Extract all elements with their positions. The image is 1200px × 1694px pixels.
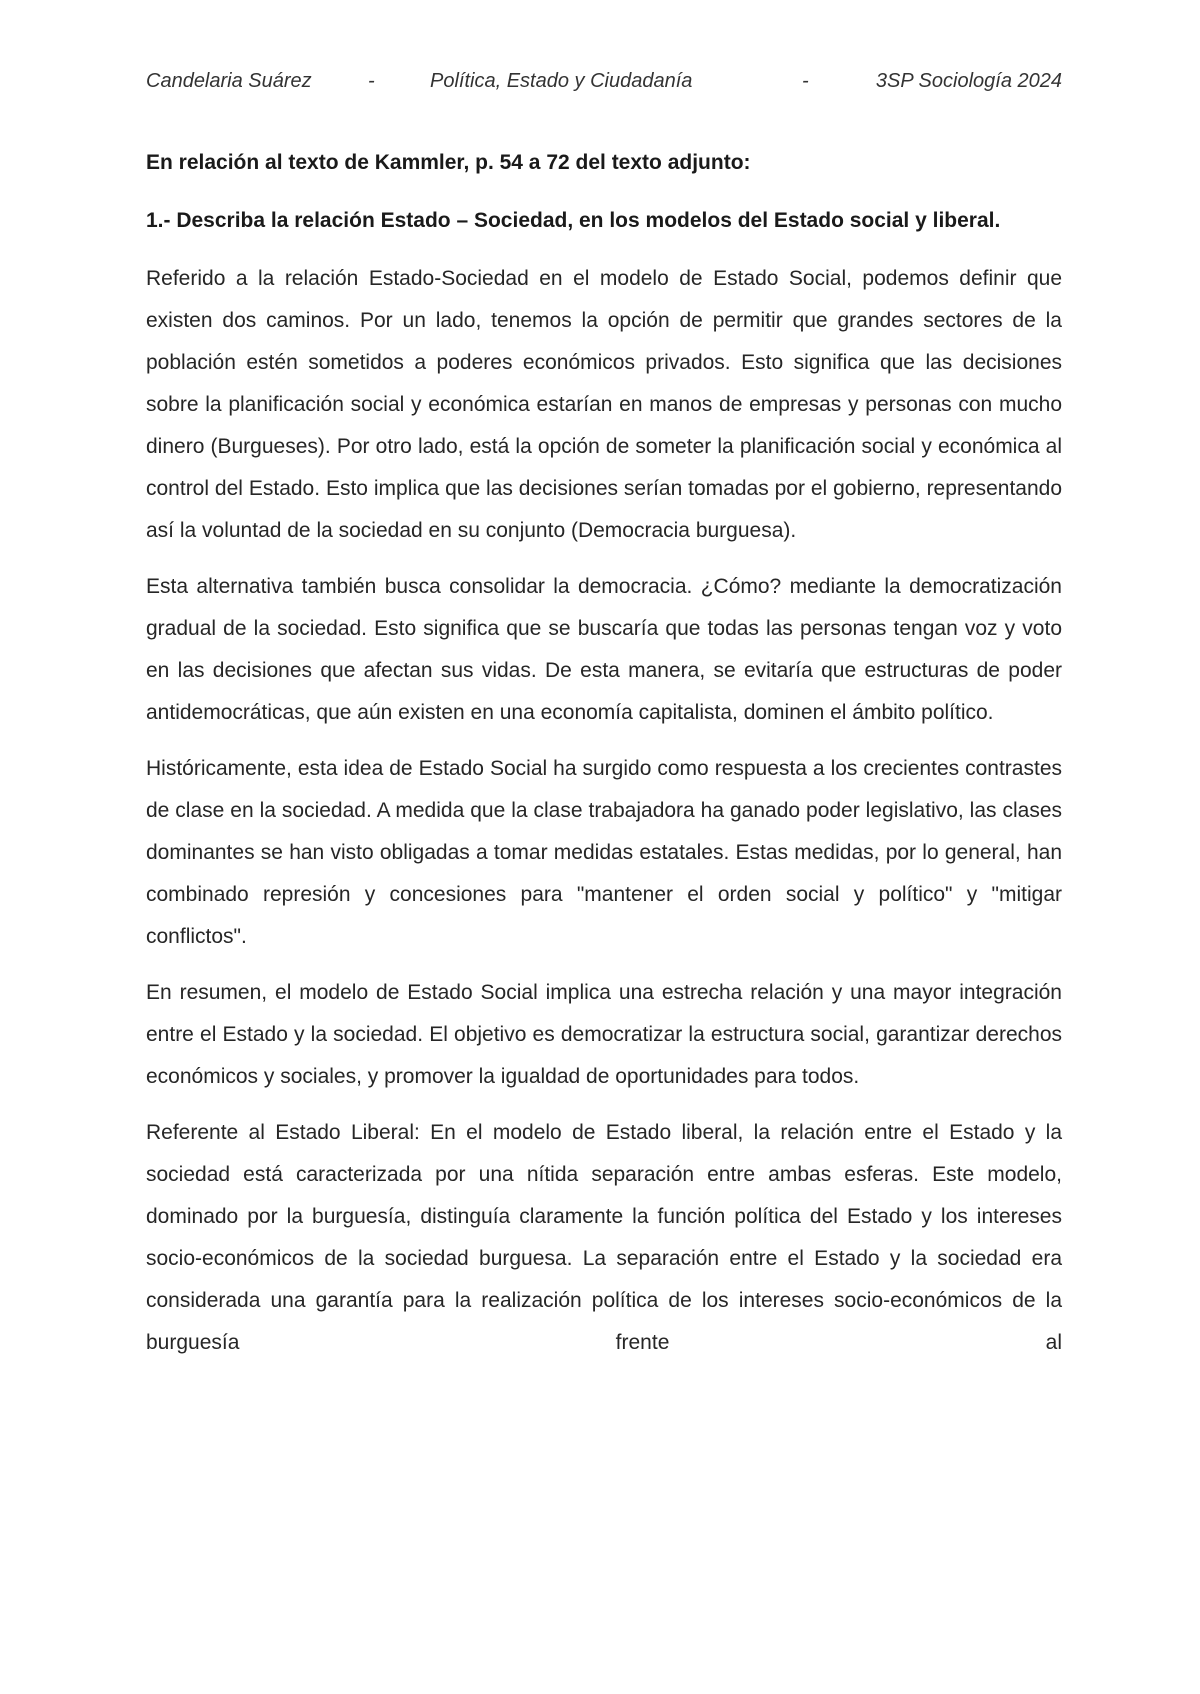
header-author: Candelaria Suárez (146, 70, 312, 92)
body-paragraph: En resumen, el modelo de Estado Social implica una estrecha relación y una mayor integración entre el Estado y la sociedad. El objetivo es democratizar la estructura social, garantizar derechos económicos y sociales, y promover la igualdad de oportunidades para todos. (146, 981, 1062, 1088)
body-paragraph: Esta alternativa también busca consolidar la democracia. ¿Cómo? mediante la democratización gradual de la sociedad. Esto significa que se buscaría que todas las personas tengan voz y voto en las decisiones que afectan sus vidas. De esta manera, se evitaría que estructuras de poder antidemocráticas, que aún existen en una economía capitalista, dominen el ámbito político. (146, 575, 1062, 724)
header-course: Política, Estado y Ciudadanía (430, 70, 693, 92)
body-paragraph: Referente al Estado Liberal: En el modelo de Estado liberal, la relación entre el Estado y la sociedad está caracterizada por una nítida separación entre ambas esferas. Este modelo, dominado por la burguesía, distinguía claramente la función política del Estado y los intereses socio-económicos de la sociedad burguesa. La separación entre el Estado y la sociedad era considerada una garantía para la realización política de los intereses socio-económicos de la burguesía frente al (146, 1121, 1062, 1354)
header-separator: - (368, 70, 375, 92)
header-group: 3SP Sociología 2024 (875, 70, 1062, 92)
body-paragraph: Históricamente, esta idea de Estado Social ha surgido como respuesta a los crecientes contrastes de clase en la sociedad. A medida que la clase trabajadora ha ganado poder legislativo, las clases dominantes se han visto obligadas a tomar medidas estatales. Estas medidas, por lo general, han combinado represión y concesiones para "mantener el orden social y político" y "mitigar conflictos". (146, 757, 1062, 948)
body-paragraph: Referido a la relación Estado-Sociedad en el modelo de Estado Social, podemos definir que existen dos caminos. Por un lado, tenemos la opción de permitir que grandes sectores de la población estén sometidos a poderes económicos privados. Esto significa que las decisiones sobre la planificación social y económica estarían en manos de empresas y personas con mucho dinero (Burgueses). Por otro lado, está la opción de someter la planificación social y económica al control del Estado. Esto implica que las decisiones serían tomadas por el gobierno, representando así la voluntad de la sociedad en su conjunto (Democracia burguesa). (146, 267, 1062, 542)
intro-heading: En relación al texto de Kammler, p. 54 a 72 del texto adjunto: (146, 151, 751, 174)
question-heading: 1.- Describa la relación Estado – Sociedad, en los modelos del Estado social y liberal. (146, 209, 1001, 232)
header-separator: - (802, 70, 809, 92)
document-page (146, 70, 1062, 1364)
page-header (146, 70, 1062, 100)
